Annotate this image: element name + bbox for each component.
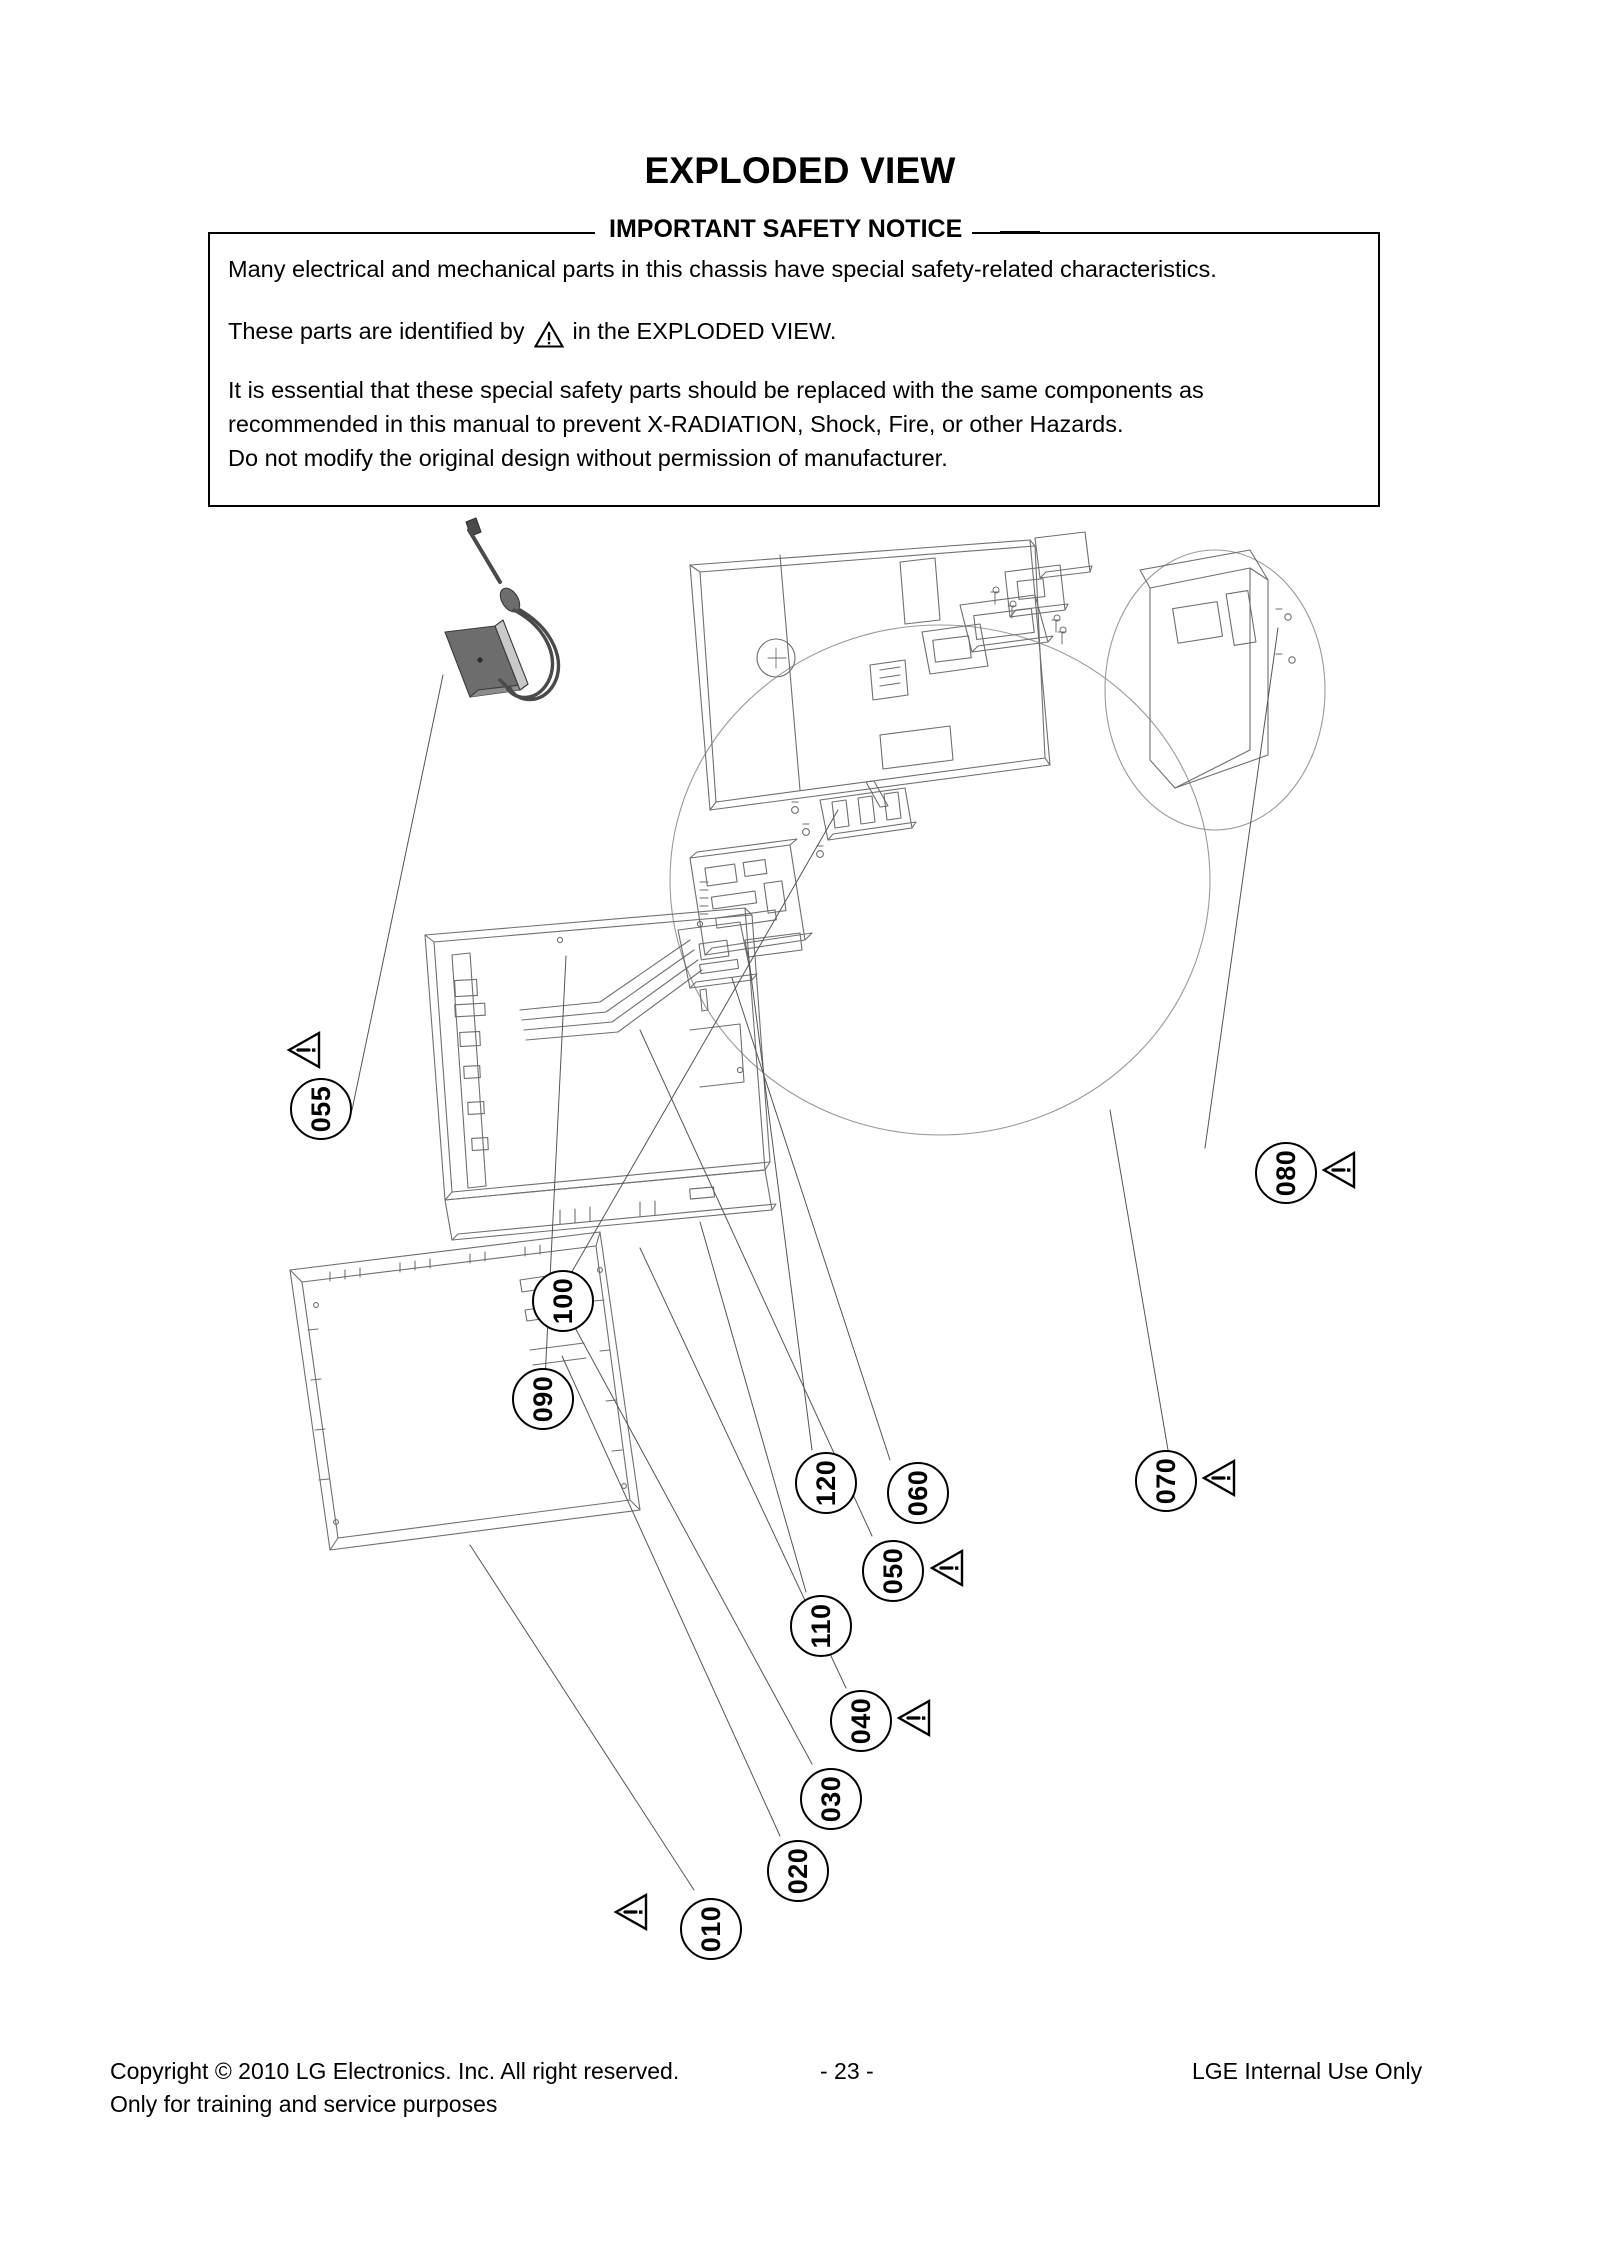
callout-balloon-090	[512, 1368, 574, 1430]
footer-page-number: - 23 -	[820, 2058, 874, 2084]
notice-line-2	[228, 314, 1368, 348]
exploded-view-diagram	[0, 510, 1600, 2010]
callout-label-050: 050	[877, 1547, 908, 1595]
callout-balloon-040	[830, 1690, 892, 1752]
notice-line-1: Many electrical and mechanical parts in this chassis have special safety-related characteristics.	[228, 256, 1217, 282]
callout-label-110: 110	[805, 1603, 836, 1649]
callout-label-080: 080	[1270, 1149, 1301, 1197]
warning-triangle-icon	[534, 321, 564, 348]
callout-label-120: 120	[810, 1459, 841, 1507]
footer-training-note: Only for training and service purposes	[110, 2091, 498, 2117]
callout-label-055: 055	[305, 1085, 336, 1133]
callout-balloon-070	[1135, 1450, 1197, 1512]
secondary-board	[678, 922, 757, 988]
display-back-chassis	[425, 908, 770, 1200]
power-adapter	[445, 518, 559, 700]
rear-cabinet-plate	[690, 540, 1050, 810]
detail-grouping-ellipse	[1105, 550, 1325, 830]
callout-balloon-080	[1255, 1142, 1317, 1204]
safety-warning-triangle-080	[1320, 1150, 1360, 1190]
safety-warning-triangle-050	[928, 1548, 968, 1588]
page-footer	[0, 2055, 1600, 2165]
callout-label-070: 070	[1150, 1457, 1181, 1505]
callout-balloon-055	[290, 1078, 352, 1140]
notice-legend-rule	[1000, 231, 1040, 233]
notice-line-4: recommended in this manual to prevent X-RADIATION, Shock, Fire, or other Hazards.	[228, 411, 1124, 437]
exploded-view-drawing	[0, 510, 1600, 2010]
safety-warning-triangle-055	[285, 1030, 325, 1070]
notice-legend: IMPORTANT SAFETY NOTICE	[595, 214, 972, 244]
page-title: EXPLODED VIEW	[644, 150, 956, 191]
callout-balloon-030	[800, 1768, 862, 1830]
notice-line-3: It is essential that these special safety parts should be replaced with the same components as	[228, 377, 1204, 403]
callout-balloon-010	[680, 1898, 742, 1960]
safety-warning-triangle-010	[612, 1892, 652, 1932]
callout-balloon-020	[767, 1840, 829, 1902]
footer-internal-use: LGE Internal Use Only	[1192, 2058, 1423, 2084]
notice-line-2-before: These parts are identified by	[228, 318, 525, 344]
callout-label-030: 030	[815, 1775, 846, 1823]
safety-notice-body	[228, 248, 1368, 475]
callout-label-090: 090	[527, 1375, 558, 1423]
callout-balloon-050	[862, 1540, 924, 1602]
notice-line-2-after: in the EXPLODED VIEW.	[572, 318, 837, 344]
callout-label-060: 060	[902, 1469, 933, 1517]
hinge-bracket-group	[792, 781, 916, 857]
callout-balloon-060	[887, 1462, 949, 1524]
callout-balloon-110	[790, 1595, 852, 1657]
callout-label-020: 020	[782, 1847, 813, 1895]
safety-warning-triangle-070	[1200, 1458, 1240, 1498]
footer-copyright: Copyright © 2010 LG Electronics. Inc. All right reserved.	[110, 2058, 680, 2084]
callout-balloon-100	[532, 1270, 594, 1332]
safety-warning-triangle-040	[895, 1698, 935, 1738]
callout-label-040: 040	[845, 1697, 876, 1745]
main-pcb-board	[690, 839, 812, 957]
assembly-grouping-ellipse	[670, 625, 1210, 1135]
callout-balloon-120	[795, 1452, 857, 1514]
callout-label-010: 010	[695, 1905, 726, 1953]
ffc-cables	[520, 940, 702, 1040]
notice-line-5: Do not modify the original design without permission of manufacturer.	[228, 445, 948, 471]
callout-label-100: 100	[547, 1277, 578, 1325]
